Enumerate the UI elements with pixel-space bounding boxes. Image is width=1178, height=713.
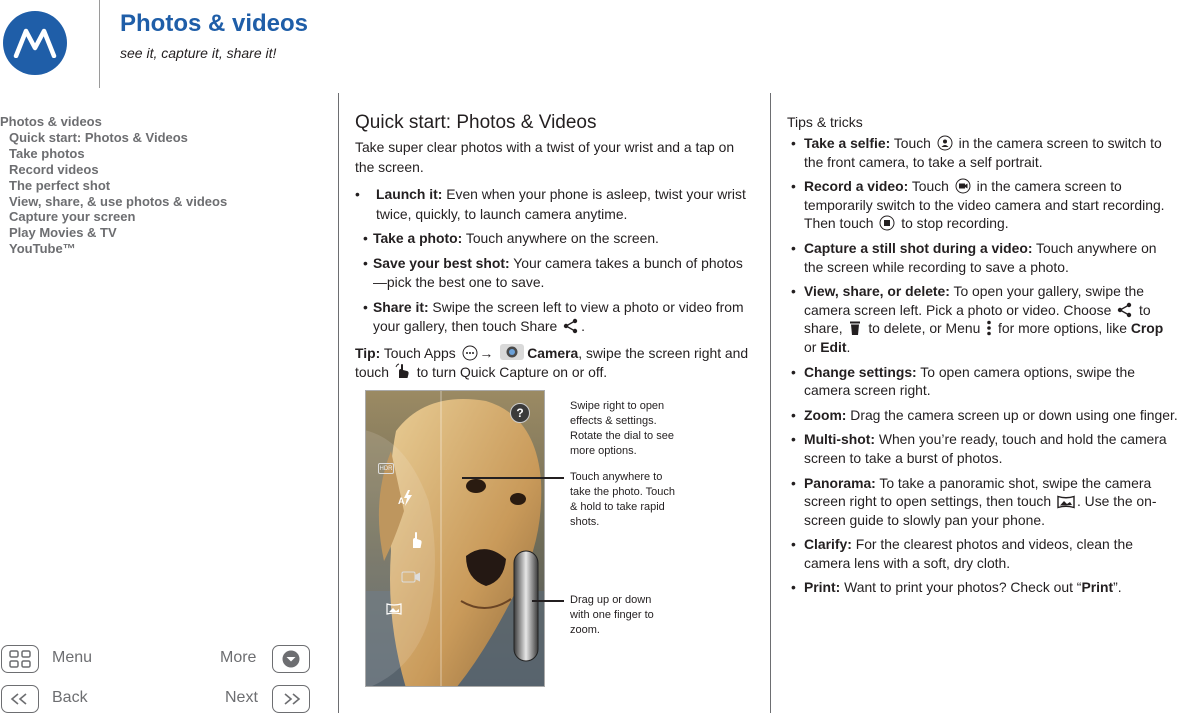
tip-text: in the camera screen to temporarily switch to the video camera and start recording. Then touch bbox=[804, 178, 1165, 232]
share-icon bbox=[1117, 302, 1133, 318]
tip-text-1: Touch Apps bbox=[380, 344, 456, 361]
column-divider-right bbox=[770, 93, 771, 713]
motorola-m-icon bbox=[13, 28, 57, 58]
tip-text: to share, bbox=[804, 301, 1151, 337]
header-divider bbox=[99, 0, 100, 88]
callout-leader-zoom bbox=[532, 600, 564, 602]
tip-text: in the camera screen to switch to the front camera, to take a self portrait. bbox=[804, 135, 1162, 170]
tip-print-link[interactable]: Print bbox=[1081, 579, 1114, 596]
tip-text-3: to turn Quick Capture on or off. bbox=[412, 364, 608, 380]
bullet-term: Take a photo: bbox=[373, 230, 463, 246]
bullet-text: Even when your phone is asleep, twist your wrist twice, quickly, to launch camera anytime. bbox=[376, 186, 746, 222]
page-subtitle: see it, capture it, share it! bbox=[120, 45, 277, 61]
tip-term: Record a video: bbox=[804, 178, 909, 195]
tip-multi-shot: • Multi-shot: When you’re ready, touch and hold the camera screen to take a burst of photos. bbox=[791, 431, 1167, 466]
share-icon bbox=[563, 318, 579, 334]
dog-photo-image bbox=[366, 391, 545, 687]
quick-capture-icon bbox=[395, 363, 411, 380]
toc-item-youtube[interactable]: YouTube™ bbox=[9, 241, 76, 257]
tip-record-video: • Record a video: Touch in the camera screen to temporarily switch to the video camera and start recording. Then touch to stop recording. bbox=[791, 178, 1165, 232]
tip-panorama: • Panorama: To take a panoramic shot, swipe the camera screen right to open settings, then touch . Use the on-screen guide to slowly pan your phone. bbox=[791, 474, 1157, 528]
double-chevron-right-icon bbox=[280, 692, 302, 706]
menu-label[interactable]: Menu bbox=[52, 649, 93, 666]
tip-clarify: • Clarify: For the clearest photos and videos, clean the camera lens with a soft, dry cloth. bbox=[791, 536, 1133, 571]
toc-item-photos-videos[interactable]: Photos & videos bbox=[0, 114, 102, 129]
help-icon: ? bbox=[516, 406, 524, 420]
main-content bbox=[355, 110, 755, 391]
callout-settings: Swipe right to open effects & settings. Rotate the dial to see more options. bbox=[570, 400, 674, 457]
tip-text: Want to print your photos? Check out “ bbox=[840, 579, 1082, 596]
menu-dots-icon bbox=[986, 320, 992, 336]
next-label[interactable]: Next bbox=[225, 689, 258, 706]
tip-text: Touch anywhere on the screen while recording to save a photo. bbox=[804, 239, 1157, 275]
tip-paragraph bbox=[355, 343, 755, 383]
more-button[interactable] bbox=[272, 645, 310, 673]
tip-text: To take a panoramic shot, swipe the camera screen right to open settings, then touch bbox=[804, 474, 1152, 510]
menu-button[interactable] bbox=[1, 645, 39, 673]
tip-selfie: • Take a selfie: Touch in the camera screen to switch to the front camera, to take a self portrait. bbox=[791, 135, 1162, 170]
bullet-term: Save your best shot: bbox=[373, 254, 510, 271]
tips-heading: Tips & tricks bbox=[787, 114, 863, 130]
tip-term: Capture a still shot during a video: bbox=[804, 239, 1033, 256]
stop-icon bbox=[879, 215, 895, 231]
tip-term: Take a selfie: bbox=[804, 135, 891, 151]
tip-text: Touch bbox=[890, 135, 935, 151]
bullet-save: • Save your best shot: Your camera takes a bunch of photos—pick the best one to save. bbox=[363, 254, 743, 290]
svg-text:A: A bbox=[398, 496, 405, 506]
callout-capture: Touch anywhere to take the photo. Touch & hold to take rapid shots. bbox=[570, 471, 675, 528]
callout-leader-capture bbox=[462, 477, 564, 479]
callout-zoom: Drag up or down with one finger to zoom. bbox=[570, 594, 654, 636]
camera-app-icon bbox=[499, 343, 525, 361]
tip-term: Panorama: bbox=[804, 474, 876, 491]
trash-icon bbox=[848, 320, 862, 336]
tip-term: Multi-shot: bbox=[804, 431, 875, 448]
tip-text: Drag the camera screen up or down using one finger. bbox=[846, 406, 1178, 423]
bullet-text: Swipe the screen left to view a photo or video from your gallery, then touch Share bbox=[373, 298, 744, 334]
tip-term: View, share, or delete: bbox=[804, 283, 950, 300]
tip-text: to delete, or Menu bbox=[864, 320, 985, 337]
tip-change-settings: • Change settings: To open camera options, swipe the camera screen right. bbox=[791, 363, 1135, 399]
toc-item-capture-screen[interactable]: Capture your screen bbox=[9, 209, 136, 225]
video-mode-icon[interactable] bbox=[401, 571, 421, 583]
tip-still-shot: • Capture a still shot during a video: Touch anywhere on the screen while recording to save a photo. bbox=[791, 239, 1157, 275]
bullet-launch: • Launch it: Even when your phone is asleep, twist your wrist twice, quickly, to launch camera anytime. bbox=[355, 186, 746, 222]
tip-text: When you’re ready, touch and hold the camera screen to take a burst of photos. bbox=[804, 431, 1167, 466]
panorama-icon bbox=[1057, 495, 1075, 509]
auto-flash-icon[interactable] bbox=[398, 489, 414, 507]
tip-camera: Camera bbox=[527, 344, 579, 361]
bullet-take-photo: • Take a photo: Touch anywhere on the screen. bbox=[363, 230, 659, 246]
tip-edit: Edit bbox=[820, 338, 847, 355]
bullet-share: • Share it: Swipe the screen left to view a photo or video from your gallery, then touch Share . bbox=[363, 298, 744, 334]
tip-text: To open your gallery, swipe the camera screen left. Pick a photo or video. Choose bbox=[804, 283, 1144, 318]
switch-camera-icon bbox=[937, 135, 953, 151]
help-button[interactable] bbox=[510, 403, 530, 423]
bullet-term: Share it: bbox=[373, 298, 429, 315]
tip-text: . Use the on-screen guide to slowly pan your phone. bbox=[804, 493, 1157, 528]
toc-item-take-photos[interactable]: Take photos bbox=[9, 145, 85, 161]
hdr-label: HDR bbox=[379, 466, 393, 472]
bullet-term: Launch it: bbox=[376, 186, 443, 202]
table-of-contents bbox=[0, 114, 330, 257]
panorama-mode-icon[interactable] bbox=[386, 603, 402, 615]
tip-text: To open camera options, swipe the camera screen right. bbox=[804, 363, 1135, 399]
tip-arrow: → bbox=[479, 344, 494, 361]
more-label[interactable]: More bbox=[220, 649, 257, 666]
back-button[interactable] bbox=[1, 685, 39, 713]
toc-item-play-movies[interactable]: Play Movies & TV bbox=[9, 225, 117, 241]
page-title: Photos & videos bbox=[120, 10, 309, 37]
back-label[interactable]: Back bbox=[52, 689, 88, 706]
tip-zoom: • Zoom: Drag the camera screen up or down using one finger. bbox=[791, 406, 1178, 423]
tip-text: to stop recording. bbox=[897, 215, 1009, 232]
tip-text: For the clearest photos and videos, clean the camera lens with a soft, dry cloth. bbox=[804, 536, 1133, 571]
tip-term: Print: bbox=[804, 579, 841, 596]
tip-text: . bbox=[846, 338, 851, 355]
camera-screenshot bbox=[365, 390, 545, 687]
tip-term: Clarify: bbox=[804, 536, 852, 553]
toc-item-perfect-shot[interactable]: The perfect shot bbox=[9, 177, 111, 193]
touch-capture-icon[interactable] bbox=[408, 531, 424, 549]
grid-icon bbox=[7, 649, 33, 669]
column-divider-left bbox=[338, 93, 339, 713]
tip-term: Zoom: bbox=[804, 406, 847, 423]
toc-item-record-videos[interactable]: Record videos bbox=[9, 161, 99, 177]
tip-text: for more options, like bbox=[994, 320, 1131, 337]
apps-icon bbox=[462, 345, 478, 361]
bullet-text: Your camera takes a bunch of photos—pick the best one to save. bbox=[373, 254, 743, 290]
chevron-down-circle-icon bbox=[281, 649, 301, 669]
tip-crop: Crop bbox=[1130, 320, 1164, 337]
toc-item-view-share[interactable]: View, share, & use photos & videos bbox=[9, 193, 228, 209]
section-heading: Quick start: Photos & Videos bbox=[355, 112, 597, 133]
tip-text: ”. bbox=[1113, 579, 1122, 596]
toc-item-quick-start[interactable]: Quick start: Photos & Videos bbox=[9, 129, 188, 145]
tip-text-2: , swipe the screen right and touch bbox=[355, 344, 749, 380]
motorola-logo-icon bbox=[3, 11, 67, 75]
tip-label: Tip: bbox=[355, 344, 381, 361]
next-button[interactable] bbox=[272, 685, 310, 713]
tips-section bbox=[787, 113, 1178, 603]
intro-text: Take super clear photos with a twist of your wrist and a tap on the screen. bbox=[355, 139, 735, 175]
double-chevron-left-icon bbox=[9, 692, 31, 706]
tip-text: or bbox=[804, 338, 821, 355]
bullet-text: Touch anywhere on the screen. bbox=[462, 230, 659, 246]
tip-term: Change settings: bbox=[804, 363, 917, 380]
tip-print: • Print: Want to print your photos? Check out “Print”. bbox=[791, 579, 1122, 596]
tip-text: Touch bbox=[908, 178, 953, 195]
video-record-icon bbox=[955, 178, 971, 194]
hdr-setting-icon[interactable] bbox=[378, 463, 394, 474]
tip-view-share: • View, share, or delete: To open your gallery, swipe the camera screen left. Pick a photo or video. Choose to share, to delete, or Menu for more options, like Crop or Edit. bbox=[791, 283, 1164, 355]
